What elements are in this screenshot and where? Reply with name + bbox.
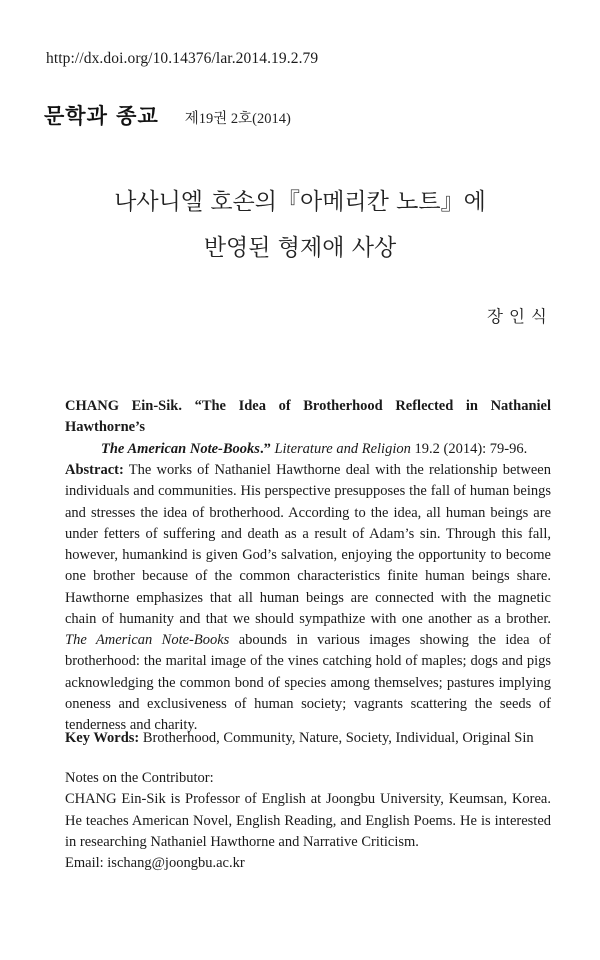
citation-journal: Literature and Religion — [274, 440, 411, 457]
notes-text: CHANG Ein-Sik is Professor of English at Joongbu University, Keumsan, Korea. He teaches American Novel, English Reading, and English Poems. He is interested in researching Nathaniel Hawthorne and Narrative Criticism. — [65, 791, 551, 850]
notes-email[interactable]: Email: ischang@joongbu.ac.kr — [65, 855, 245, 871]
citation-line-1 — [65, 396, 551, 439]
article-title-line-1: 나사니엘 호손의『아메리칸 노트』에 — [114, 189, 486, 215]
citation — [65, 396, 551, 460]
journal-issue: 제19권 2호(2014) — [184, 111, 291, 127]
abstract — [65, 460, 551, 736]
journal-name: 문학과 종교 — [44, 104, 159, 128]
article-title-line-2: 반영된 형제애 사상 — [203, 235, 397, 261]
journal-header — [44, 100, 291, 130]
citation-title: “The Idea of Brotherhood Reflected in Nathaniel Hawthorne’s — [65, 398, 551, 436]
contributor-notes — [65, 768, 551, 874]
keywords-label: Key Words: — [65, 730, 140, 746]
citation-details: 19.2 (2014): 79-96. — [410, 440, 528, 457]
abstract-label: Abstract: — [65, 462, 124, 478]
author-name: 장인식 — [487, 307, 553, 326]
abstract-text-1: The works of Nathaniel Hawthorne deal with the relationship between individuals and communities. His perspective presupposes the fall of human beings and stresses the idea of brotherhood. According to the idea, all human beings are under fetters of suffering and death as a result of Adam’s sin. Through this fall, however, humankind is given God’s salvation, enjoying the opportunity to become one brother because of the common characteristics finite human beings share. Hawthorne emphasizes that all human beings are connected with the magnetic chain of humanity and that we should sympathize with one another as a brother. — [65, 462, 551, 627]
citation-author: CHANG Ein-Sik. — [65, 398, 182, 414]
citation-title-end: .” — [259, 440, 271, 457]
notes-heading: Notes on the Contributor: — [65, 770, 214, 786]
doi-link[interactable]: http://dx.doi.org/10.14376/lar.2014.19.2.79 — [46, 50, 319, 67]
citation-book-title: The American Note-Books — [101, 440, 260, 457]
abstract-book-title: The American Note-Books — [65, 632, 230, 648]
keywords-text: Brotherhood, Community, Nature, Society, Individual, Original Sin — [139, 730, 534, 746]
citation-line-2 — [65, 439, 551, 460]
keywords — [65, 728, 551, 749]
abstract-text-2: abounds in various images showing the idea of brotherhood: the marital image of the vines catching hold of maples; dogs and pigs acknowledging the common bond of species among themselves; pastures implying oneness and exclusiveness of human society; vagrants scattering the seeds of tenderness and charity. — [65, 632, 552, 733]
